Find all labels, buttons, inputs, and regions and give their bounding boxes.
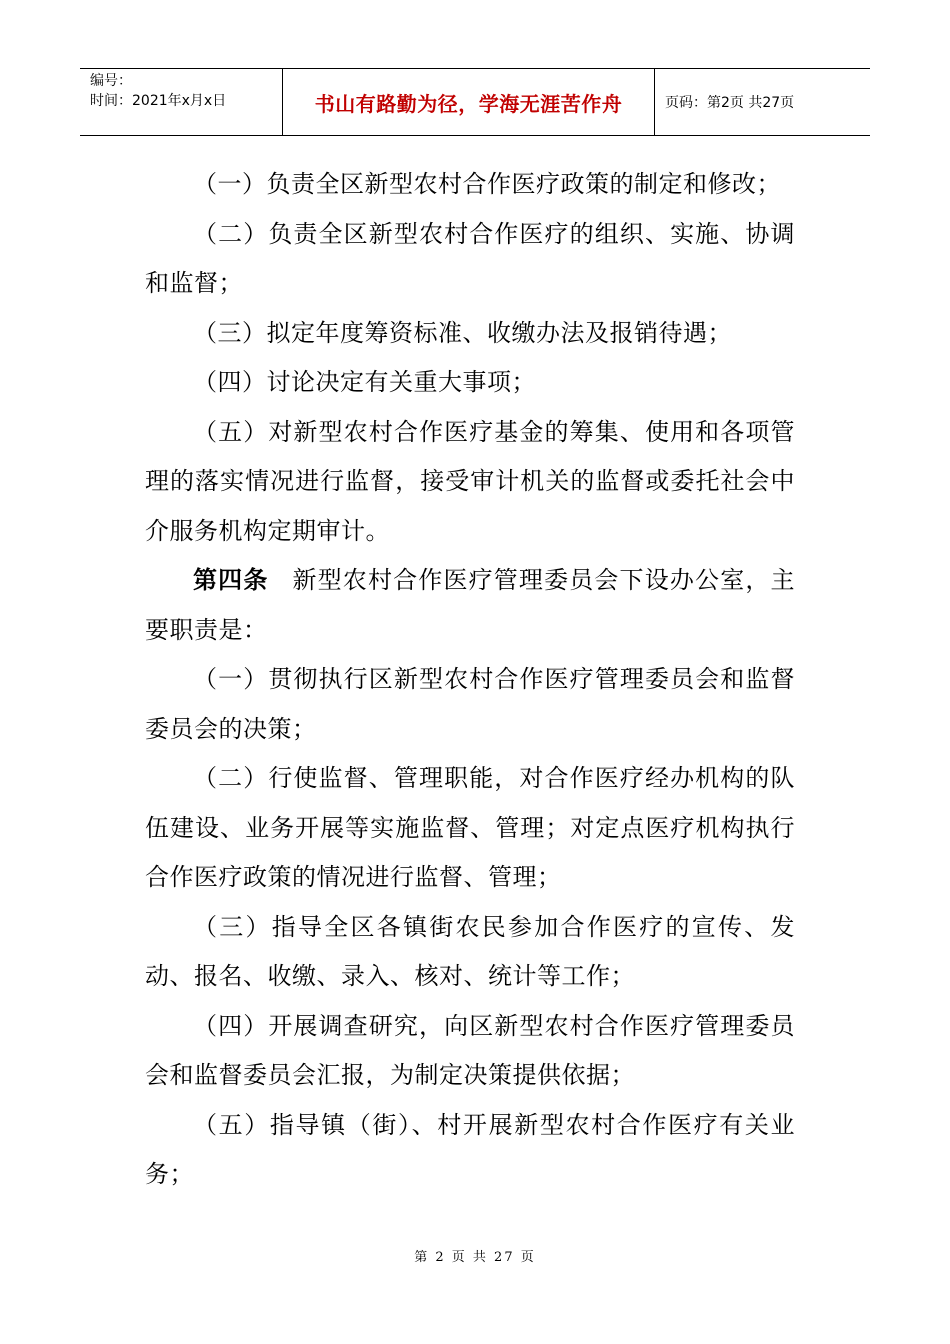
paragraph-text: （二）负责全区新型农村合作医疗的组织、实施、协调和监督； xyxy=(145,219,795,297)
article-number: 第四条 xyxy=(193,566,269,594)
article-paragraph xyxy=(145,556,795,655)
document-date: 时间：2021年x月x日 xyxy=(90,93,227,109)
clause-paragraph xyxy=(145,358,795,408)
document-body xyxy=(145,160,795,1200)
header-page-info: 页码：第2页 共27页 xyxy=(665,95,795,111)
paragraph-text: （四）开展调查研究，向区新型农村合作医疗管理委员会和监督委员会汇报，为制定决策提供依据； xyxy=(145,1011,795,1089)
header-motto: 书山有路勤为径，学海无涯苦作舟 xyxy=(283,69,655,135)
page-footer: 第 2 页 共 27 页 xyxy=(414,1250,536,1265)
clause-paragraph xyxy=(145,754,795,903)
paragraph-text: （四）讨论决定有关重大事项； xyxy=(193,368,536,396)
page-header xyxy=(80,68,870,136)
paragraph-text: （五）指导镇（街）、村开展新型农村合作医疗有关业务； xyxy=(145,1110,795,1188)
clause-paragraph xyxy=(145,1002,795,1101)
paragraph-text: 新型农村合作医疗管理委员会下设办公室，主要职责是： xyxy=(145,566,796,644)
paragraph-text: （三）拟定年度筹资标准、收缴办法及报销待遇； xyxy=(193,318,732,347)
clause-paragraph xyxy=(145,655,795,754)
clause-paragraph xyxy=(145,210,795,309)
paragraph-text: （五）对新型农村合作医疗基金的筹集、使用和各项管理的落实情况进行监督，接受审计机关的监督或委托社会中介服务机构定期审计。 xyxy=(145,417,795,545)
clause-paragraph xyxy=(145,1101,795,1200)
header-meta xyxy=(80,69,283,135)
clause-paragraph xyxy=(145,309,795,359)
clause-paragraph xyxy=(145,160,795,210)
clause-paragraph xyxy=(145,408,795,557)
paragraph-text: （一）贯彻执行区新型农村合作医疗管理委员会和监督委员会的决策； xyxy=(145,665,795,743)
document-number-label: 编号： xyxy=(90,73,132,89)
paragraph-text: （三）指导全区各镇街农民参加合作医疗的宣传、发动、报名、收缴、录入、核对、统计等工作； xyxy=(145,912,795,990)
paragraph-text: （二）行使监督、管理职能，对合作医疗经办机构的队伍建设、业务开展等实施监督、管理；对定点医疗机构执行合作医疗政策的情况进行监督、管理； xyxy=(145,764,795,891)
clause-paragraph xyxy=(145,903,795,1002)
paragraph-text: （一）负责全区新型农村合作医疗政策的制定和修改； xyxy=(193,170,781,198)
